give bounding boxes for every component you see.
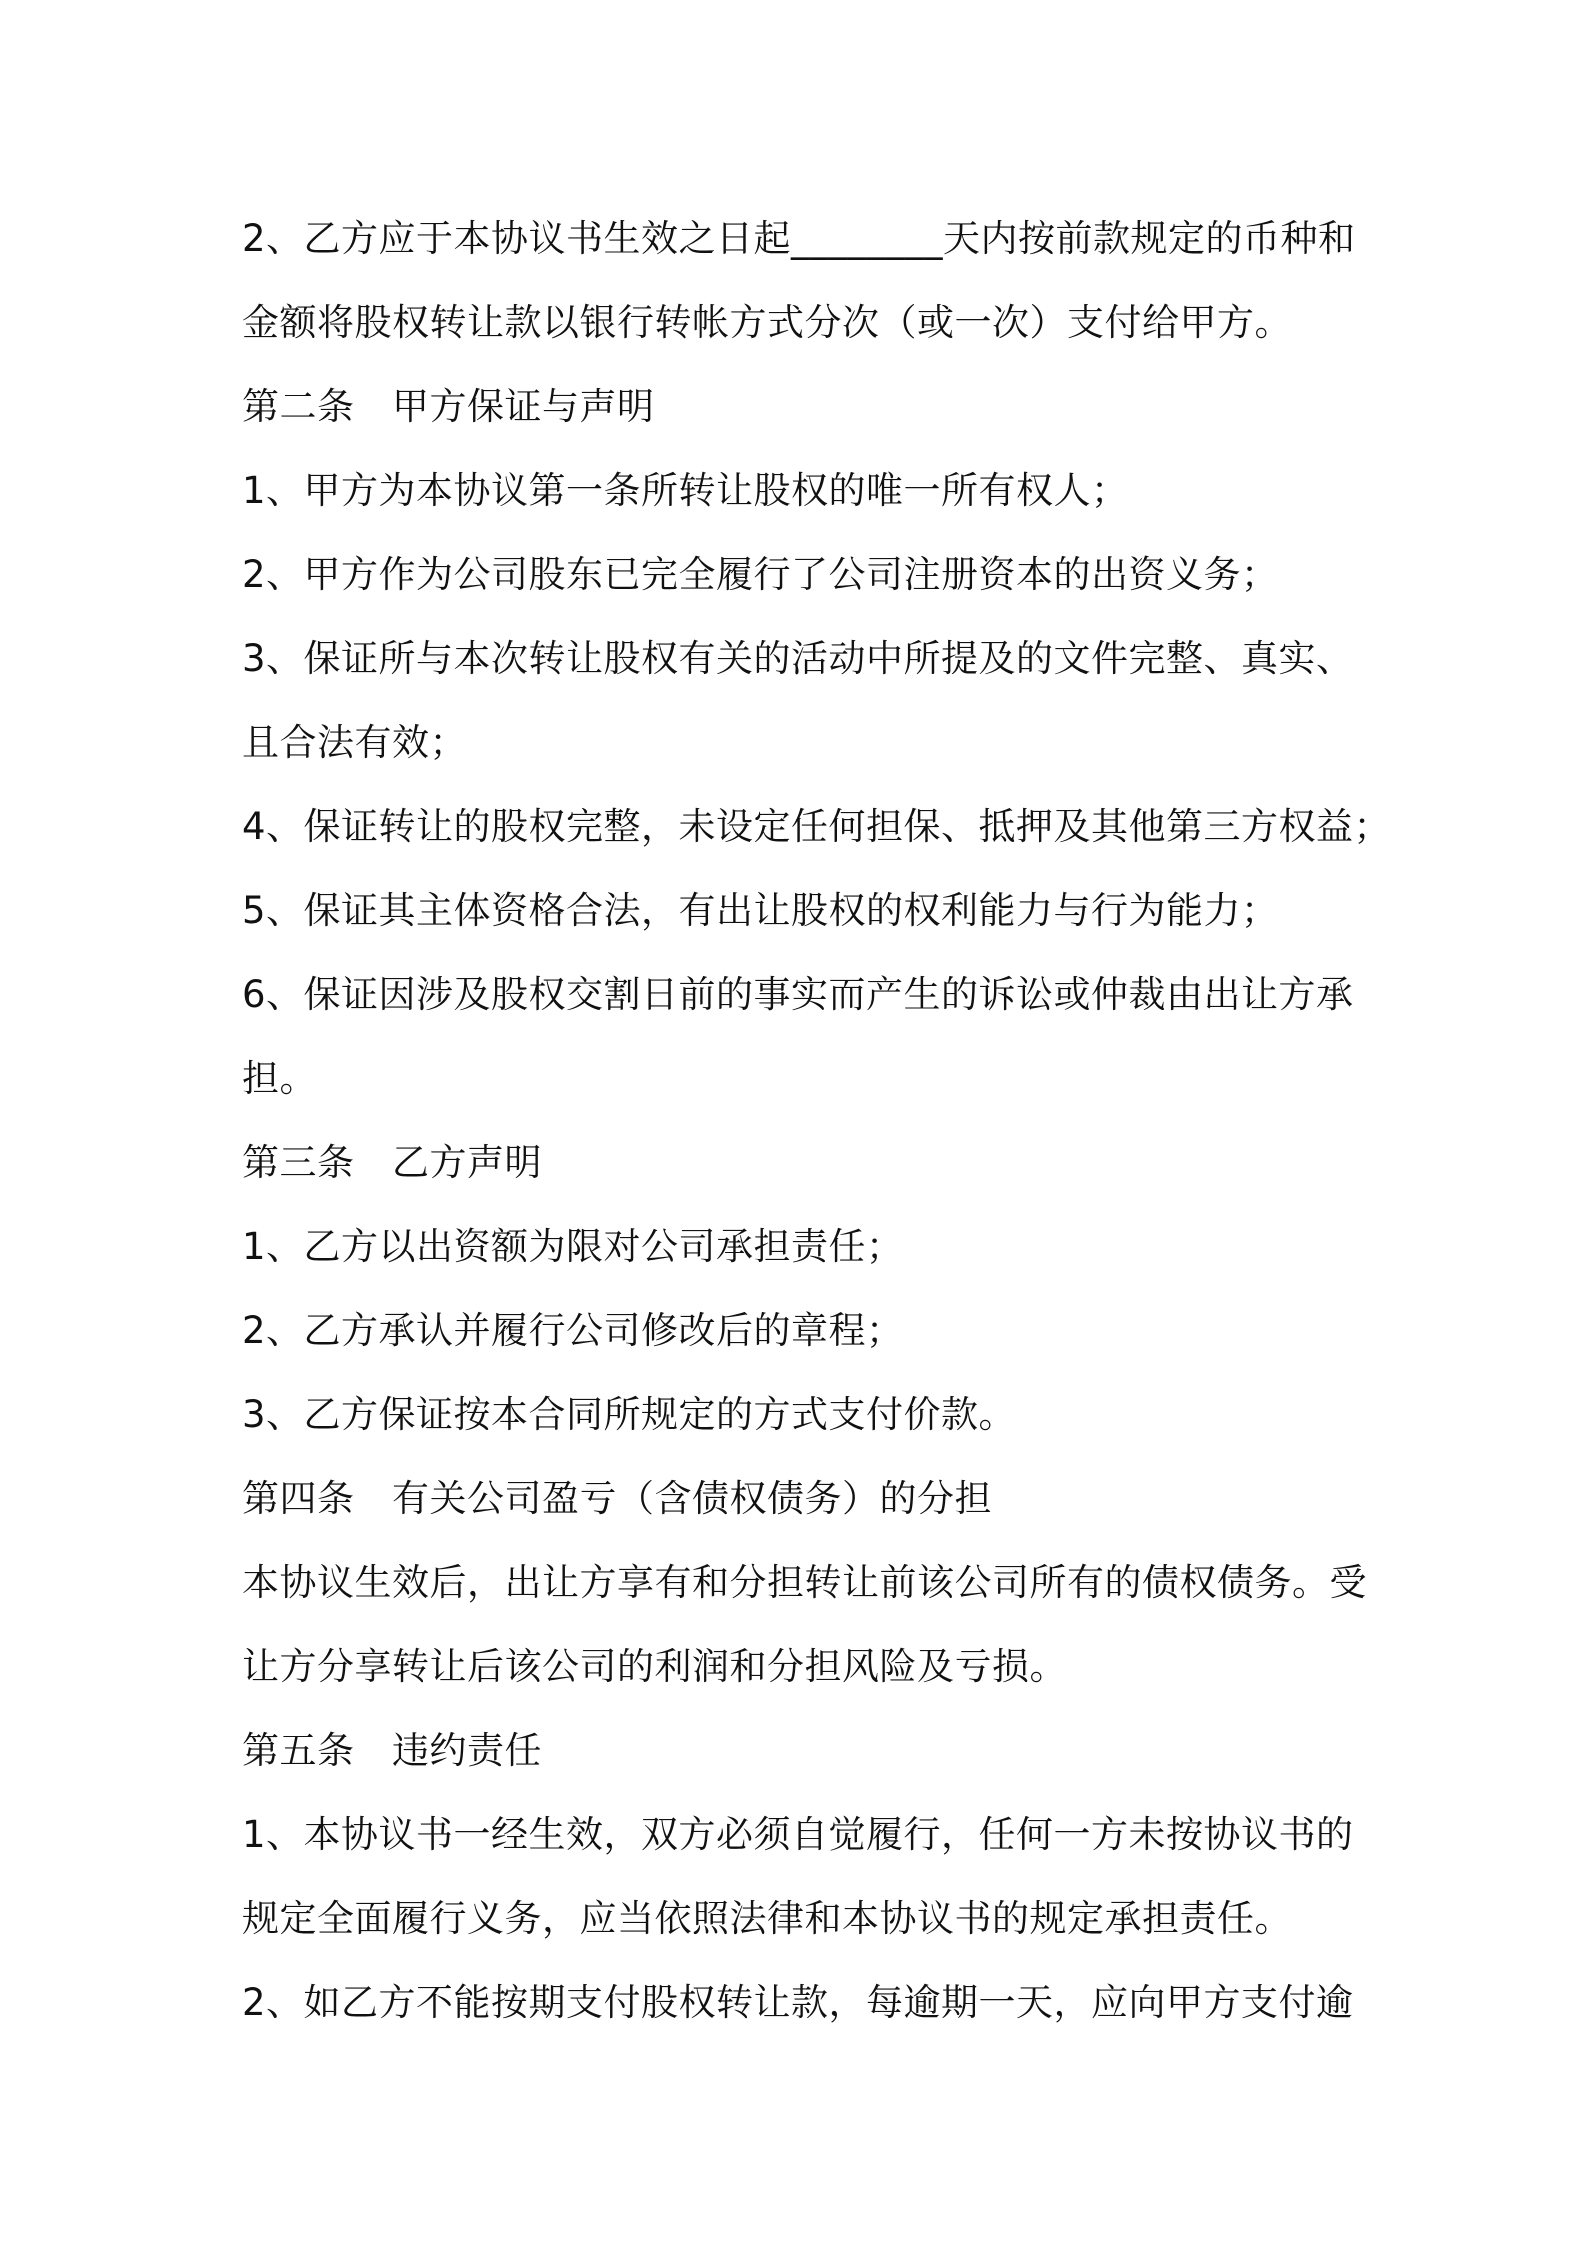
document-body [242, 197, 1392, 2045]
section-heading: 第二条 甲方保证与声明 [242, 385, 655, 428]
text-line: 且合法有效； [242, 721, 467, 764]
text-line: 2、乙方应于本协议书生效之日起________天内按前款规定的币种和 [242, 217, 1356, 260]
text-line: 3、保证所与本次转让股权有关的活动中所提及的文件完整、真实、 [242, 637, 1354, 680]
text-line: 1、乙方以出资额为限对公司承担责任； [242, 1225, 904, 1268]
text-line: 3、乙方保证按本合同所规定的方式支付价款。 [242, 1393, 1017, 1436]
text-line: 1、甲方为本协议第一条所转让股权的唯一所有权人； [242, 469, 1129, 512]
section-heading: 第四条 有关公司盈亏（含债权债务）的分担 [242, 1477, 992, 1520]
text-line: 金额将股权转让款以银行转帐方式分次（或一次）支付给甲方。 [242, 301, 1292, 344]
section-heading: 第五条 违约责任 [242, 1729, 542, 1772]
text-line: 1、本协议书一经生效，双方必须自觉履行，任何一方未按协议书的 [242, 1813, 1354, 1856]
text-line: 2、甲方作为公司股东已完全履行了公司注册资本的出资义务； [242, 553, 1279, 596]
text-line: 担。 [242, 1057, 317, 1100]
text-line: 6、保证因涉及股权交割日前的事实而产生的诉讼或仲裁由出让方承 [242, 973, 1354, 1016]
text-line: 本协议生效后，出让方享有和分担转让前该公司所有的债权债务。受 [242, 1561, 1367, 1604]
text-line: 规定全面履行义务，应当依照法律和本协议书的规定承担责任。 [242, 1897, 1292, 1940]
section-heading: 第三条 乙方声明 [242, 1141, 542, 1184]
text-line: 4、保证转让的股权完整，未设定任何担保、抵押及其他第三方权益； [242, 805, 1392, 848]
text-line: 5、保证其主体资格合法，有出让股权的权利能力与行为能力； [242, 889, 1279, 932]
text-line: 让方分享转让后该公司的利润和分担风险及亏损。 [242, 1645, 1067, 1688]
text-line: 2、如乙方不能按期支付股权转让款，每逾期一天，应向甲方支付逾 [242, 1981, 1354, 2024]
text-line: 2、乙方承认并履行公司修改后的章程； [242, 1309, 904, 1352]
